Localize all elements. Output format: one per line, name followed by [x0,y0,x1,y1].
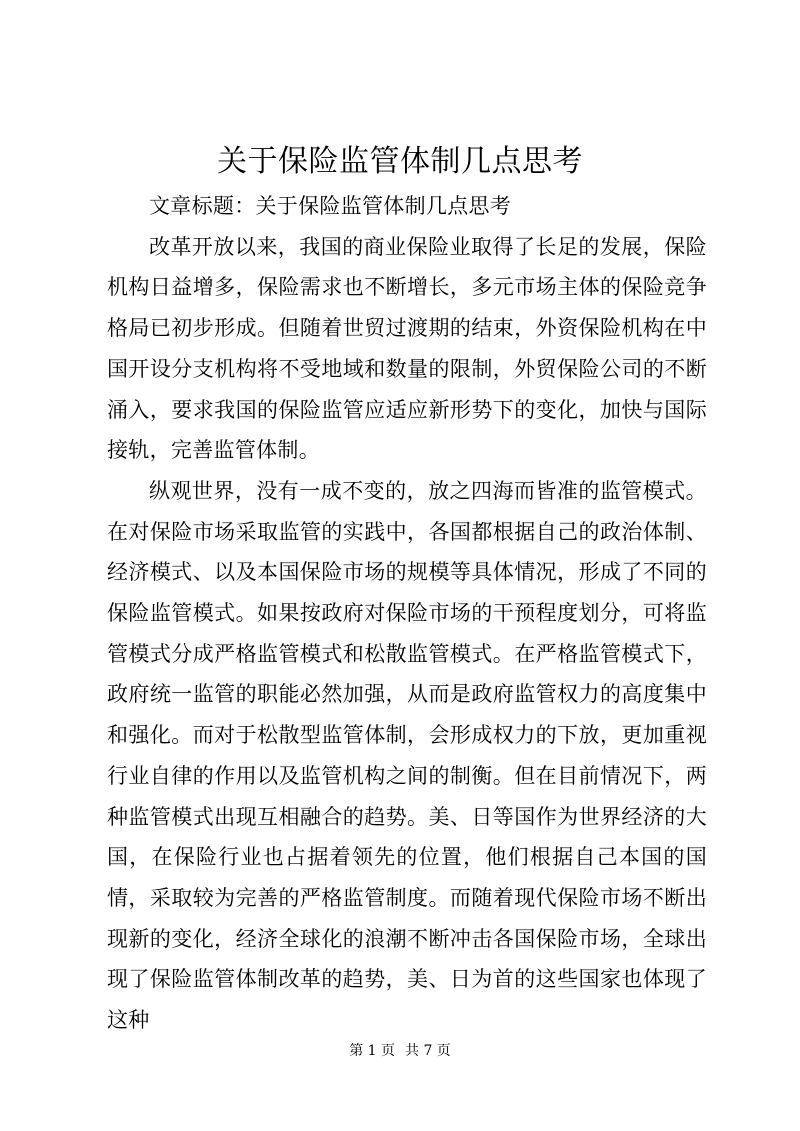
paragraph-supervision-models: 纵观世界，没有一成不变的，放之四海而皆准的监管模式。在对保险市场采取监管的实践中，各国都根据自己的政治体制、经济模式、以及本国保险市场的规模等具体情况，形成了不同的保险监管模式。如果按政府对保险市场的干预程度划分，可将监管模式分成严格监管模式和松散监管模式。在严格监管模式下，政府统一监管的职能必然加强，从而是政府监管权力的高度集中和强化。而对于松散型监管体制，会形成权力的下放，更加重视行业自律的作用以及监管机构之间的制衡。但在目前情况下，两种监管模式出现互相融合的趋势。美、日等国作为世界经济的大国，在保险行业也占据着领先的位置，他们根据自己本国的国情，采取较为完善的严格监管制度。而随着现代保险市场不断出现新的变化，经济全球化的浪潮不断冲击各国保险市场，全球出现了保险监管体制改革的趋势，美、日为首的这些国家也体现了这种 [107,478,707,1033]
page-total: 共 7 页 [405,1043,451,1059]
page-number: 第 1 页 [349,1043,395,1059]
paragraph-article-heading: 文章标题：关于保险监管体制几点思考 [149,194,512,218]
paragraph-intro: 改革开放以来，我国的商业保险业取得了长足的发展，保险机构日益增多，保险需求也不断增长，多元市场主体的保险竞争格局已初步形成。但随着世贸过渡期的结束，外资保险机构在中国开设分支机构将不受地域和数量的限制，外贸保险公司的不断涌入，要求我国的保险监管应适应新形势下的变化，加快与国际接轨，完善监管体制。 [107,234,707,463]
document-title: 关于保险监管体制几点思考 [217,144,583,179]
page-footer [0,1041,800,1061]
document-body [107,186,707,1041]
